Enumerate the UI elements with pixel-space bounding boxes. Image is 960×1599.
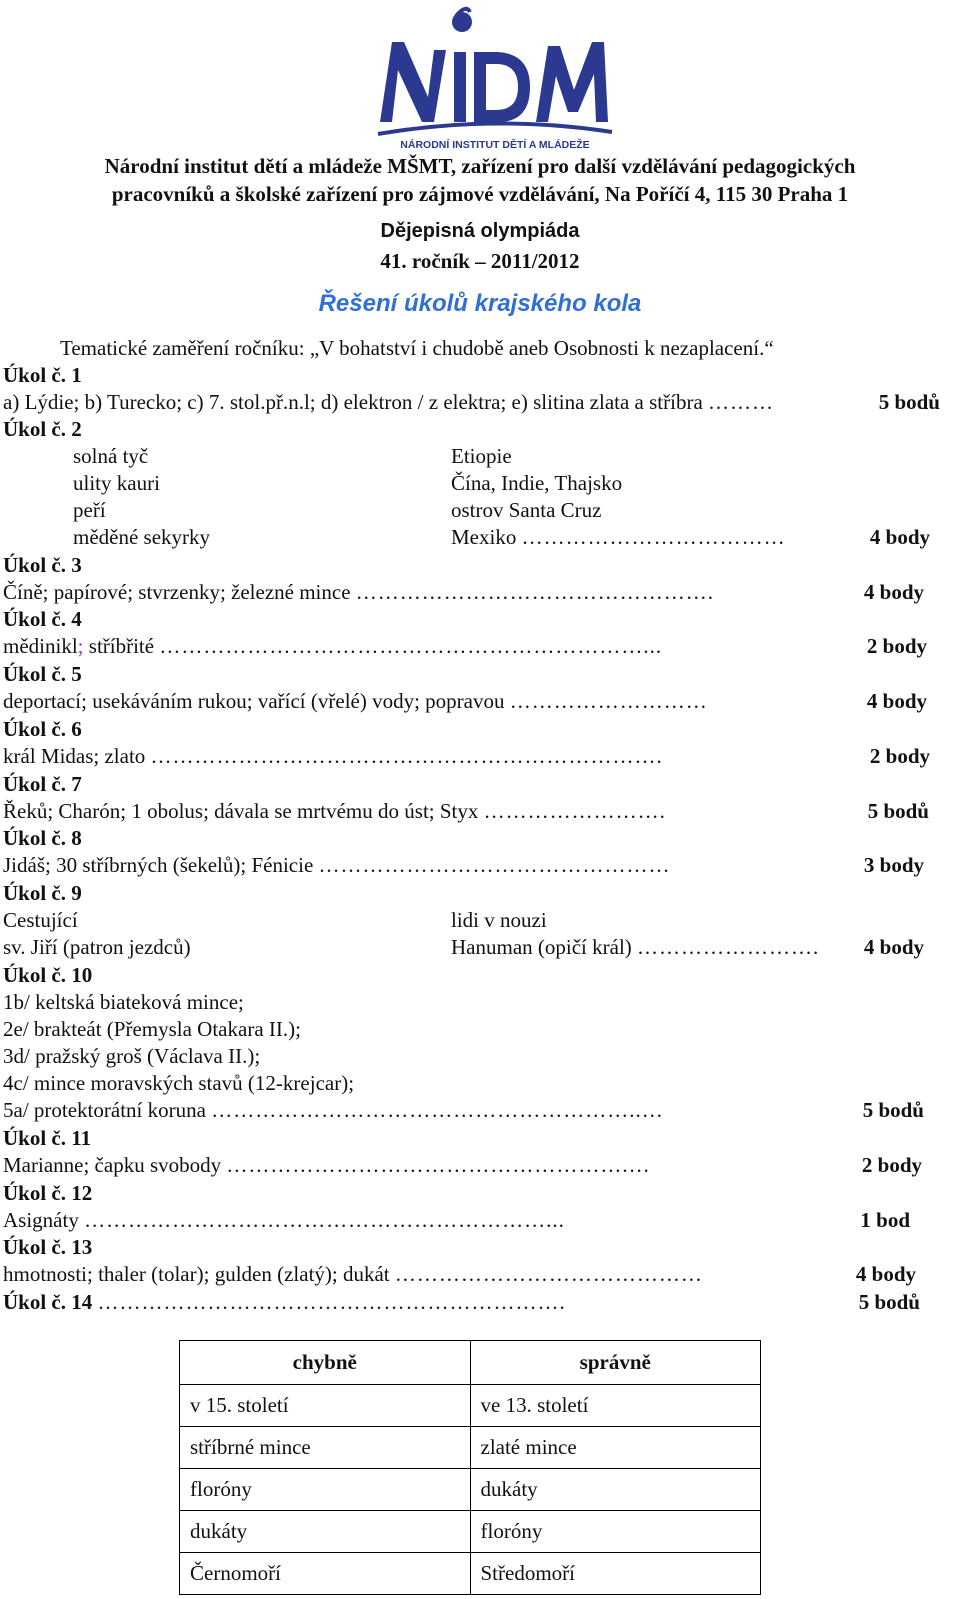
task-10-label: Úkol č. 10 [3,963,93,987]
task-2-label: Úkol č. 2 [3,417,82,441]
task-2-right-3: ostrov Santa Cruz [451,498,602,522]
task-14-heading [3,1289,566,1315]
task-5-answer [3,688,708,714]
task-9-dots: ……………………. [637,935,820,959]
task-2-left-4: měděné sekyrky [73,525,211,549]
task-10-line-2: 2e/ brakteát (Přemysla Otakara II.); [3,1017,301,1041]
task-8-label: Úkol č. 8 [3,826,82,850]
theme-line: Tematické zaměření ročníku: „V bohatství i chudobě aneb Osobnosti k nezaplacení.“ [60,336,774,360]
task-9-right-1: lidi v nouzi [451,908,547,932]
task-9-left-2: sv. Jiří (patron jezdců) [3,935,191,959]
task-4-points: 2 body [866,634,927,658]
task-4-label: Úkol č. 4 [3,607,82,631]
year-line: 41. ročník – 2011/2012 [380,249,580,273]
task-11-text: Marianne; čapku svobody [3,1153,222,1177]
task-12-dots: ………………………………………………………... [84,1208,565,1232]
table-row [180,1553,761,1595]
task-13-label: Úkol č. 13 [3,1235,93,1259]
task-10-line-5-text: 5a/ protektorátní koruna [3,1098,206,1122]
task-10-line-3: 3d/ pražský groš (Václava II.); [3,1044,261,1068]
task-8-points: 3 body [863,853,924,877]
task-6-dots: ……………………………………………………………. [150,744,663,768]
task-8-answer [3,852,671,878]
task-7-answer [3,798,666,824]
task-8-dots: ………………………………………… [318,853,671,877]
task-2-left-3: peří [73,498,106,522]
cell-wrong: stříbrné mince [180,1427,471,1469]
task-2-right-2: Čína, Indie, Thajsko [451,471,623,495]
institution-header [0,152,960,208]
task-7-label: Úkol č. 7 [3,772,82,796]
task-7-text: Řeků; Charón; 1 obolus; dávala se mrtvému do úst; Styx [3,799,479,823]
task-7-points: 5 bodů [867,799,929,823]
task-13-points: 4 body [855,1262,916,1286]
task-8-text: Jidáš; 30 stříbrných (šekelů); Fénicie [3,853,314,877]
cell-wrong: v 15. století [180,1385,471,1427]
task-1-answer [3,389,774,415]
task-5-dots: ……………………… [509,689,708,713]
institution-line-1: Národní institut dětí a mládeže MŠMT, zařízení pro další vzdělávání pedagogických [104,154,856,178]
task-14-dots: ………………………………………………………. [97,1290,566,1314]
table-row [180,1427,761,1469]
task-11-label: Úkol č. 11 [3,1126,92,1150]
task-9-points: 4 body [863,935,924,959]
task-6-text: král Midas; zlato [3,744,146,768]
task-2-right-4-text: Mexiko [451,525,517,549]
institution-line-2: pracovníků a školské zařízení pro zájmové vzdělávání, Na Poříčí 4, 115 30 Praha 1 [111,182,849,206]
task-3-label: Úkol č. 3 [3,553,82,577]
task-5-text: deportací; usekáváním rukou; vařící (vřelé) vody; popravou [3,689,505,713]
task-12-points: 1 bod [860,1208,910,1232]
task-7-dots: ……………………. [483,799,666,823]
task-10-dots: …………………………………………………..… [211,1098,664,1122]
nidm-logo [370,2,620,152]
table-row [180,1385,761,1427]
task-3-text: Číně; papírové; stvrzenky; železné mince [3,580,351,604]
task-1-dots: ……… [708,390,775,414]
task-1-points: 5 bodů [878,390,940,414]
logo-subtitle: NÁRODNÍ INSTITUT DĚTÍ A MLÁDEŽE [400,139,590,151]
task-11-points: 2 body [861,1153,922,1177]
task-4-dots: …………………………………………………………... [159,634,663,658]
cell-wrong: floróny [180,1469,471,1511]
task-4-separator: ; [77,634,89,658]
cell-wrong: Černomoří [180,1553,471,1595]
task-2-left-1: solná tyč [73,444,149,468]
task-3-dots: …………………………………………. [355,580,715,604]
task-10-line-1: 1b/ keltská biateková mince; [3,990,244,1014]
document-subtitle: Řešení úkolů krajského kola [318,290,642,317]
task-9-right-2-text: Hanuman (opičí král) [451,935,632,959]
task-6-label: Úkol č. 6 [3,717,82,741]
table-header-row [180,1341,761,1385]
task-2-dots: ……………………………… [521,525,786,549]
task-13-text: hmotnosti; thaler (tolar); gulden (zlatý); dukát [3,1262,390,1286]
task-9-left-1: Cestující [3,908,78,932]
task-3-points: 4 body [863,580,924,604]
task-5-points: 4 body [866,689,927,713]
task-5-label: Úkol č. 5 [3,662,82,686]
table-row [180,1469,761,1511]
task-2-right-4 [451,524,786,550]
table-row [180,1511,761,1553]
task-14-table [179,1340,761,1595]
task-4-text-a: mědinikl [3,634,78,658]
cell-right: Středomoří [470,1553,761,1595]
task-2-right-1: Etiopie [451,444,512,468]
task-12-answer [3,1207,565,1233]
column-header-wrong: chybně [180,1341,471,1385]
task-10-line-5 [3,1097,664,1123]
column-header-right: správně [470,1341,761,1385]
task-1-label: Úkol č. 1 [3,363,82,387]
task-6-answer [3,743,663,769]
task-2-points: 4 body [869,525,930,549]
task-9-label: Úkol č. 9 [3,881,82,905]
task-2-left-2: ulity kauri [73,471,160,495]
task-10-points: 5 bodů [862,1098,924,1122]
task-3-answer [3,579,714,605]
task-12-text: Asignáty [3,1208,79,1232]
cell-right: ve 13. století [470,1385,761,1427]
task-6-points: 2 body [869,744,930,768]
task-12-label: Úkol č. 12 [3,1181,93,1205]
cell-right: zlaté mince [470,1427,761,1469]
task-11-answer [3,1152,651,1178]
task-11-dots: ……………………………………………….… [226,1153,651,1177]
cell-right: dukáty [470,1469,761,1511]
task-14-label: Úkol č. 14 [3,1290,93,1314]
task-4-text-c: stříbřité [88,634,155,658]
task-10-line-4: 4c/ mince moravských stavů (12-krejcar); [3,1071,355,1095]
task-13-answer [3,1261,703,1287]
cell-right: floróny [470,1511,761,1553]
cell-wrong: dukáty [180,1511,471,1553]
task-14-points: 5 bodů [858,1290,920,1314]
task-9-right-2 [451,934,819,960]
task-1-text: a) Lýdie; b) Turecko; c) 7. stol.př.n.l; d) elektron / z elektra; e) slitina zlata a stříbra [3,390,703,414]
task-4-answer [3,633,662,659]
olympiad-title: Dějepisná olympiáda [380,220,580,242]
task-13-dots: …………………………………… [394,1262,703,1286]
